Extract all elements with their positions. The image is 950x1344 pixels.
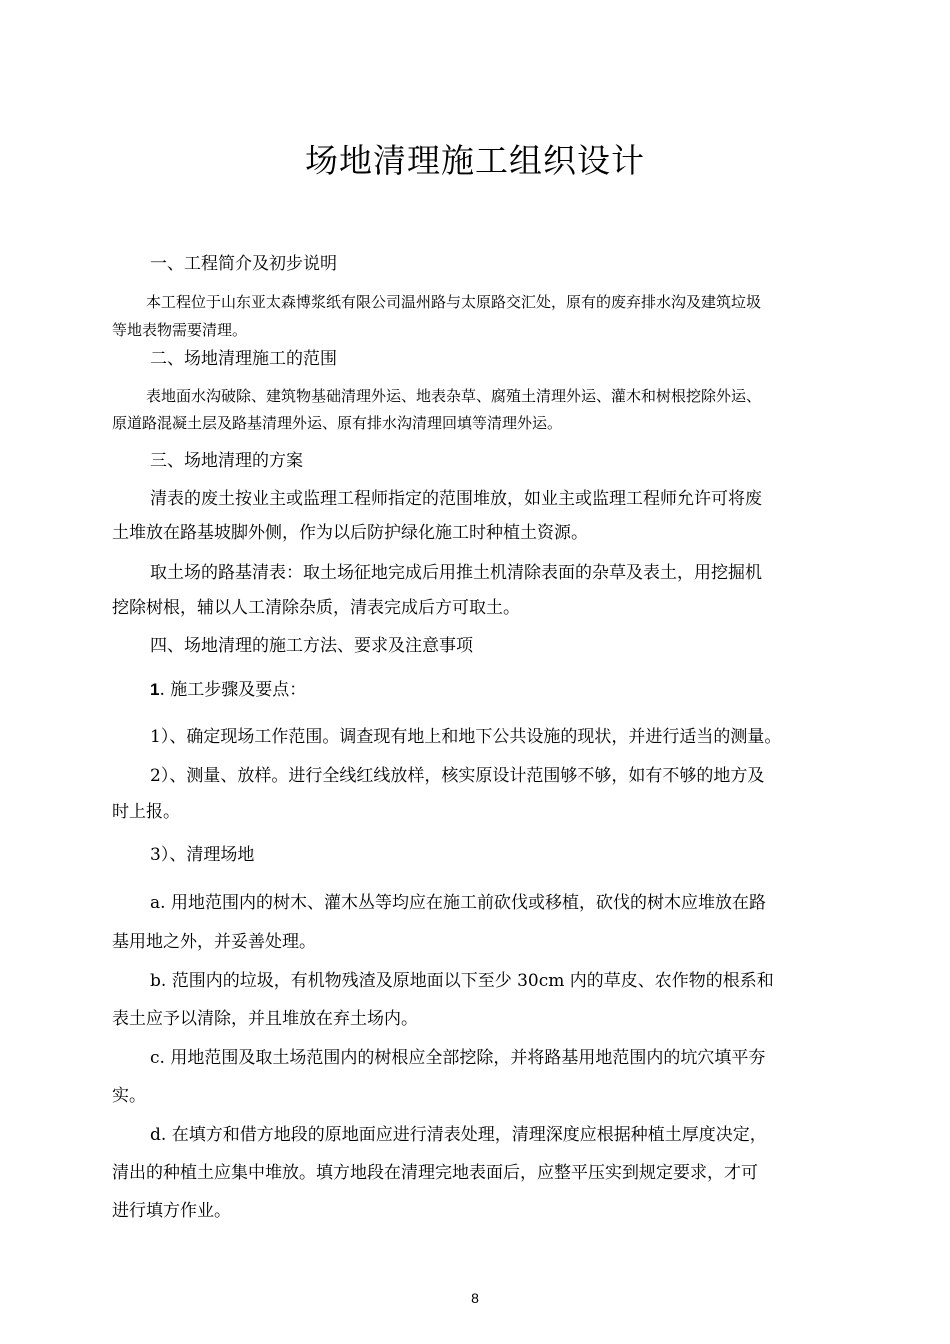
paragraph-line: 挖除树根，辅以人工清除杂质，清表完成后方可取土。 [112, 598, 520, 618]
paragraph-line: 等地表物需要清理。 [112, 321, 248, 339]
paragraph-line: 表地面水沟破除、建筑物基础清理外运、地表杂草、腐殖土清理外运、灌木和树根挖除外运、 [146, 387, 762, 405]
list-item: a. 用地范围内的树木、灌木丛等均应在施工前砍伐或移植，砍伐的树木应堆放在路 [150, 893, 766, 913]
list-item: b. 范围内的垃圾，有机物残渣及原地面以下至少 30cm 内的草皮、农作物的根系和 [150, 971, 774, 991]
step-item: 1）、确定现场工作范围。调查现有地上和地下公共设施的现状，并进行适当的测量。 [150, 727, 782, 747]
step-item: 2）、测量、放样。进行全线红线放样，核实原设计范围够不够，如有不够的地方及 [150, 766, 765, 786]
section-heading-3: 三、场地清理的方案 [150, 451, 303, 471]
list-item-continued: 实。 [112, 1086, 146, 1106]
list-item-continued: 表土应予以清除，并且堆放在弃土场内。 [112, 1009, 418, 1029]
step-item-continued: 时上报。 [112, 802, 180, 822]
paragraph-line: 土堆放在路基坡脚外侧，作为以后防护绿化施工时种植土资源。 [112, 523, 588, 543]
section-heading-2: 二、场地清理施工的范围 [150, 349, 337, 369]
list-item: c. 用地范围及取土场范围内的树根应全部挖除，并将路基用地范围内的坑穴填平夯 [150, 1048, 766, 1068]
paragraph-line: 清表的废土按业主或监理工程师指定的范围堆放，如业主或监理工程师允许可将废 [150, 489, 762, 509]
list-item: d. 在填方和借方地段的原地面应进行清表处理，清理深度应根据种植土厚度决定， [150, 1125, 767, 1145]
paragraph-line: 取土场的路基清表：取土场征地完成后用推土机清除表面的杂草及表土，用挖掘机 [150, 563, 762, 583]
sub-heading [150, 677, 306, 703]
list-item-continued: 清出的种植土应集中堆放。填方地段在清理完地表面后，应整平压实到规定要求，才可 [112, 1163, 758, 1183]
document-title: 场地清理施工组织设计 [305, 141, 645, 180]
section-heading-4: 四、场地清理的施工方法、要求及注意事项 [150, 636, 473, 656]
page-number: 8 [471, 1290, 479, 1306]
sub-heading-text: . 施工步骤及要点： [159, 680, 307, 700]
paragraph-line: 原道路混凝土层及路基清理外运、原有排水沟清理回填等清理外运。 [112, 414, 563, 432]
sub-heading-number: 1 [150, 680, 160, 699]
step-item: 3）、清理场地 [150, 845, 255, 865]
list-item-continued: 基用地之外，并妥善处理。 [112, 932, 316, 952]
paragraph-line: 本工程位于山东亚太森博浆纸有限公司温州路与太原路交汇处，原有的废弃排水沟及建筑垃圾 [146, 293, 762, 311]
section-heading-1: 一、工程简介及初步说明 [150, 254, 337, 274]
list-item-continued: 进行填方作业。 [112, 1201, 231, 1221]
